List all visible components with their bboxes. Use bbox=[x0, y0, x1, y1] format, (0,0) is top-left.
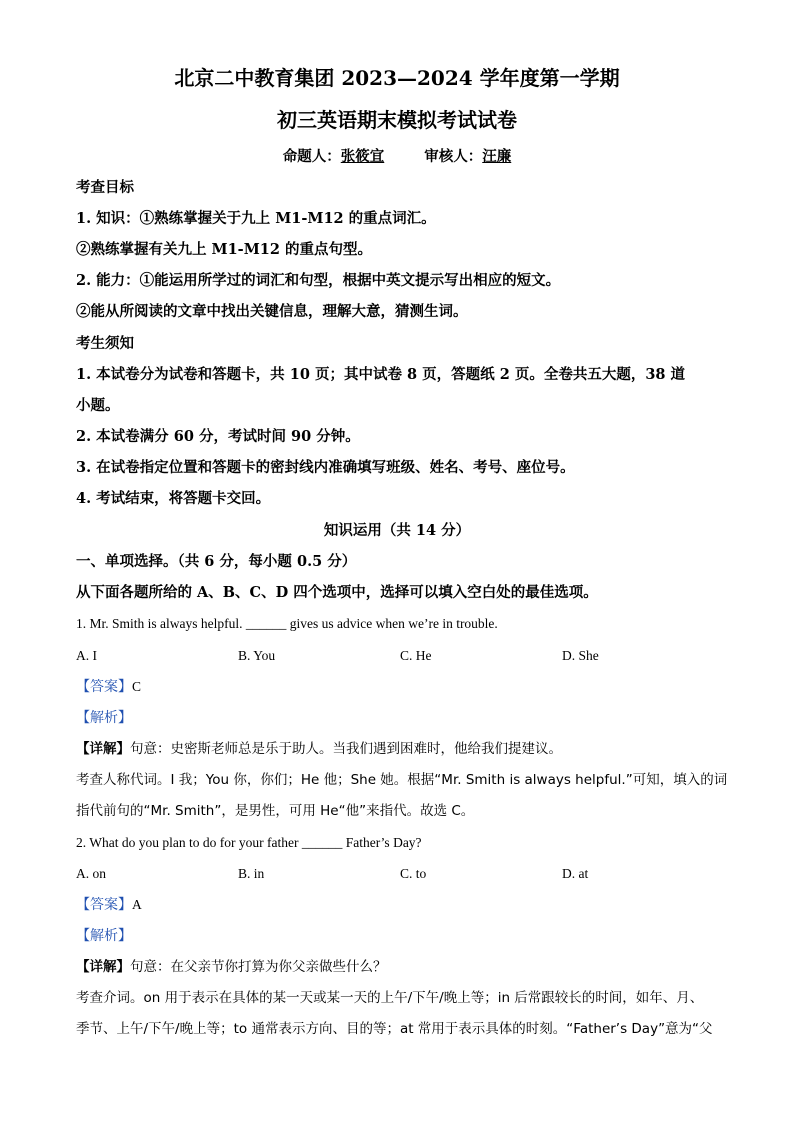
analysis-line bbox=[76, 708, 734, 728]
document-title: 北京二中教育集团 2023—2024 学年度第一学期 bbox=[174, 66, 620, 90]
part-title: 一、单项选择。（共 6 分，每小题 0.5 分） bbox=[76, 553, 357, 570]
objective-item: ②能从所阅读的文章中找出关键信息，理解大意，猜测生词。 bbox=[76, 303, 468, 320]
notice-item: 2. 本试卷满分 60 分，考试时间 90 分钟。 bbox=[76, 428, 360, 445]
notice-item: 小题。 bbox=[76, 397, 120, 414]
detail-label: 【详解】 bbox=[76, 959, 130, 975]
option-c: C. He bbox=[400, 648, 432, 663]
option-d: D. at bbox=[562, 866, 589, 881]
detail-line bbox=[76, 957, 734, 977]
analysis-label: 【解析】 bbox=[76, 928, 132, 944]
notice-item: 1. 本试卷分为试卷和答题卡，共 10 页；其中试卷 8 页，答题纸 2 页。全卷共五大题，38 道 bbox=[76, 366, 686, 383]
objective-item: 2. 能力：①能运用所学过的词汇和句型，根据中英文提示写出相应的短文。 bbox=[76, 272, 561, 289]
detail-text: 考查人称代词。I 我；You 你，你们；He 他；She 她。根据“Mr. Smith is always helpful.”可知，填入的词 bbox=[76, 772, 728, 788]
answer-value: A bbox=[132, 897, 142, 912]
detail-text: 句意：史密斯老师总是乐于助人。当我们遇到困难时，他给我们提建议。 bbox=[130, 741, 562, 757]
author-line bbox=[0, 147, 794, 167]
analysis-label: 【解析】 bbox=[76, 710, 132, 726]
answer-label: 【答案】 bbox=[76, 679, 132, 695]
author-label: 命题人： bbox=[282, 148, 341, 165]
author-name: 张筱宜 bbox=[340, 148, 385, 165]
reviewer-label: 审核人： bbox=[424, 148, 483, 165]
analysis-line bbox=[76, 926, 734, 946]
option-d: D. She bbox=[562, 648, 599, 663]
objective-item: ②熟练掌握有关九上 M1-M12 的重点句型。 bbox=[76, 241, 372, 258]
notice-item: 4. 考试结束，将答题卡交回。 bbox=[76, 490, 271, 507]
document-subtitle: 初三英语期末模拟考试试卷 bbox=[277, 108, 517, 132]
section-title: 知识运用（共 14 分） bbox=[323, 522, 471, 539]
option-a: A. on bbox=[76, 866, 106, 881]
notice-heading: 考生须知 bbox=[76, 335, 134, 352]
answer-line bbox=[76, 895, 734, 915]
objective-item: 1. 知识：①熟练掌握关于九上 M1-M12 的重点词汇。 bbox=[76, 210, 436, 227]
objectives-heading: 考查目标 bbox=[76, 179, 134, 196]
option-b: B. in bbox=[238, 866, 265, 881]
detail-text: 指代前句的“Mr. Smith”，是男性，可用 He“他”来指代。故选 C。 bbox=[76, 803, 475, 819]
answer-line bbox=[76, 677, 734, 697]
detail-text: 句意：在父亲节你打算为你父亲做些什么？ bbox=[130, 959, 387, 975]
notice-item: 3. 在试卷指定位置和答题卡的密封线内准确填写班级、姓名、考号、座位号。 bbox=[76, 459, 575, 476]
detail-line bbox=[76, 739, 734, 759]
option-a: A. I bbox=[76, 648, 97, 663]
answer-value: C bbox=[132, 679, 142, 694]
reviewer-name: 汪廉 bbox=[482, 148, 512, 165]
detail-text: 季节、上午/下午/晚上等；to 通常表示方向、目的等；at 常用于表示具体的时刻。“Father’s Day”意为“父 bbox=[76, 1021, 713, 1037]
detail-label: 【详解】 bbox=[76, 741, 130, 757]
question-stem: 2. What do you plan to do for your father ______ Father’s Day? bbox=[76, 835, 422, 850]
question-stem: 1. Mr. Smith is always helpful. ______ gives us advice when we’re in trouble. bbox=[76, 616, 498, 631]
answer-label: 【答案】 bbox=[76, 897, 132, 913]
part-instruction: 从下面各题所给的 A、B、C、D 四个选项中，选择可以填入空白处的最佳选项。 bbox=[76, 584, 598, 601]
option-c: C. to bbox=[400, 866, 427, 881]
detail-text: 考查介词。on 用于表示在具体的某一天或某一天的上午/下午/晚上等；in 后常跟较长的时间，如年、月、 bbox=[76, 990, 704, 1006]
option-b: B. You bbox=[238, 648, 276, 663]
